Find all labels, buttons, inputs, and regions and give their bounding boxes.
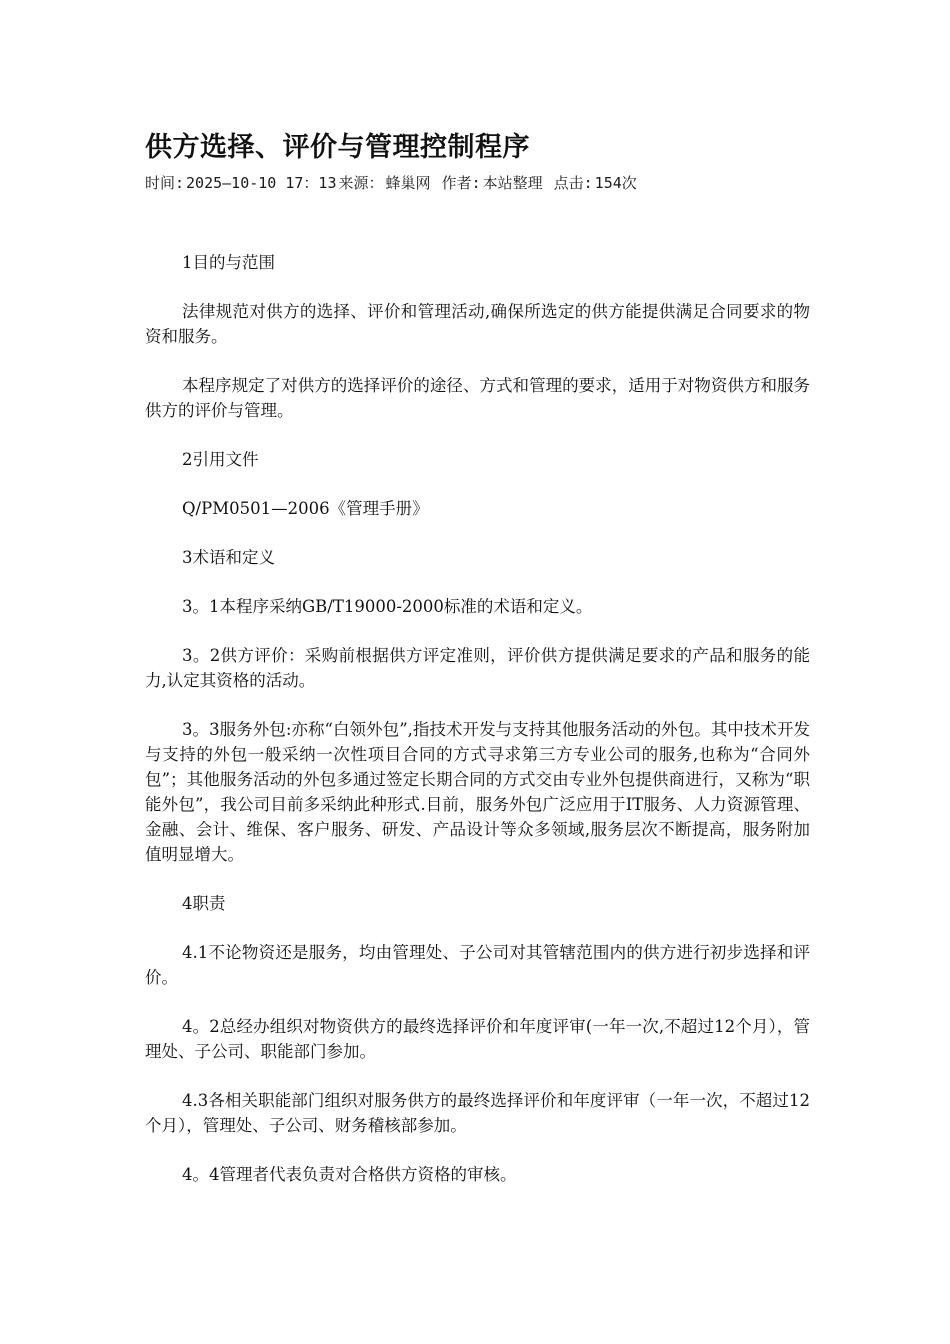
author-label: 作者:	[441, 174, 481, 192]
section-heading-references: 2引用文件	[182, 450, 259, 469]
paragraph: 3。1本程序采纳GB/T19000-2000标准的术语和定义。	[182, 597, 593, 616]
paragraph: 4。4管理者代表负责对合格供方资格的审核。	[182, 1165, 517, 1184]
document-page	[145, 128, 810, 1211]
document-title: 供方选择、评价与管理控制程序	[145, 132, 530, 163]
time-value: 2025—10-10 17：13	[186, 174, 337, 192]
author-value: 本站整理	[482, 174, 543, 192]
section-heading-responsibilities: 4职责	[182, 894, 226, 913]
paragraph: 本程序规定了对供方的选择评价的途径、方式和管理的要求，适用于对物资供方和服务供方的评价与管理。	[145, 376, 810, 420]
paragraph: 3。2供方评价：采购前根据供方评定准则，评价供方提供满足要求的产品和服务的能力,认定其资格的活动。	[145, 646, 810, 690]
paragraph: 4.1不论物资还是服务，均由管理处、子公司对其管辖范围内的供方进行初步选择和评价。	[145, 943, 810, 987]
clicks-label: 点击:	[553, 174, 593, 192]
section-heading-purpose: 1目的与范围	[182, 253, 275, 272]
clicks-value: 154次	[594, 174, 637, 192]
paragraph: 3。3服务外包:亦称“白领外包”,指技术开发与支持其他服务活动的外包。其中技术开发与支持的外包一般采纳一次性项目合同的方式寻求第三方专业公司的服务,也称为“合同外包”；其他服务活动的外包多通过签定长期合同的方式交由专业外包提供商进行，又称为“职能外包”，我公司目前多采纳此种形式.目前，服务外包广泛应用于IT服务、人力资源管理、金融、会计、维保、客户服务、研发、产品设计等众多领域,服务层次不断提高，服务附加值明显增大。	[145, 720, 810, 864]
source-label: 来源：	[338, 174, 384, 192]
time-label: 时间:	[145, 174, 185, 192]
article-meta	[145, 172, 810, 194]
section-heading-terms: 3术语和定义	[182, 548, 275, 567]
paragraph: 4。2总经办组织对物资供方的最终选择评价和年度评审(一年一次,不超过12个月），管理处、子公司、职能部门参加。	[145, 1017, 810, 1061]
reference-item: Q/PM0501—2006《管理手册》	[182, 499, 429, 518]
source-value: 蜂巢网	[385, 174, 431, 192]
document-body	[145, 250, 810, 1187]
paragraph: 法律规范对供方的选择、评价和管理活动,确保所选定的供方能提供满足合同要求的物资和服务。	[145, 302, 810, 346]
paragraph: 4.3各相关职能部门组织对服务供方的最终选择评价和年度评审（一年一次，不超过12个月），管理处、子公司、财务稽核部参加。	[145, 1091, 810, 1135]
